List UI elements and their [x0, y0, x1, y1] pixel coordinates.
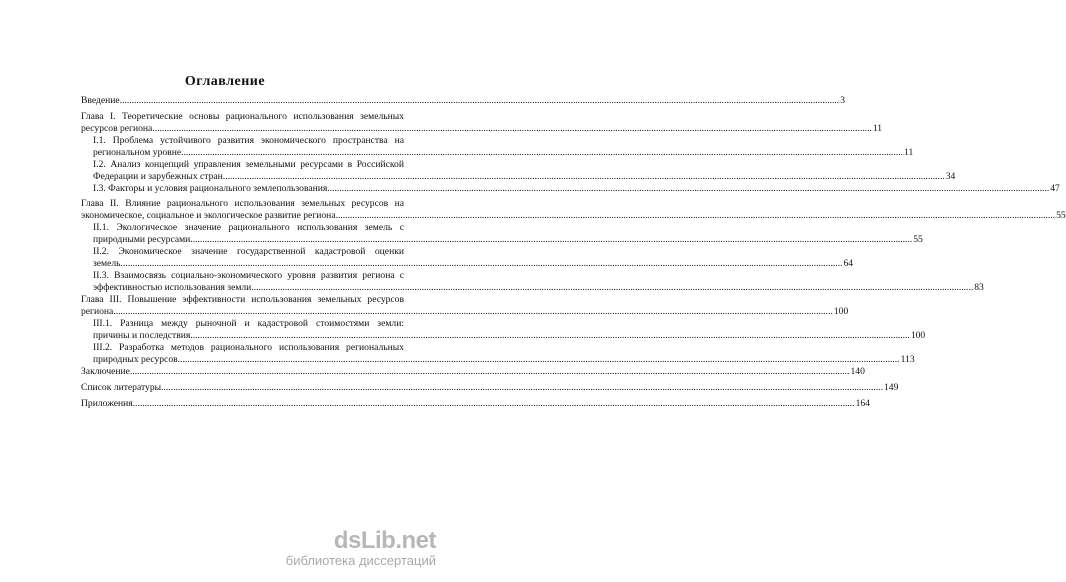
dot-leader: ............................................................................................................................................................................................................................................................................................................: [119, 95, 840, 106]
dot-leader: ............................................................................................................................................................................................................................................................................................................: [253, 282, 974, 293]
dot-leader: ............................................................................................................................................................................................................................................................................................................: [135, 398, 855, 409]
dot-leader: ............................................................................................................................................................................................................................................................................................................: [225, 171, 945, 182]
toc-entry-text: ресурсов региона: [81, 123, 153, 134]
toc-entry-text: II.3. Взаимосвязь социально-экономического уровня развития региона с: [93, 270, 404, 281]
watermark-logo: dsLib.net: [333, 527, 436, 554]
toc-page-number: 100: [910, 330, 926, 341]
toc-entry[interactable]: [93, 222, 923, 246]
toc-page-number: 149: [884, 382, 899, 393]
toc-entry[interactable]: [93, 183, 1060, 195]
dot-leader: ............................................................................................................................................................................................................................................................................................................: [113, 306, 833, 317]
toc-entry-text: III.2. Разработка методов рационального использования региональных: [93, 342, 404, 353]
toc-entry[interactable]: [93, 270, 984, 294]
toc-page-number: 64: [843, 258, 854, 269]
dot-leader: ............................................................................................................................................................................................................................................................................................................: [152, 123, 872, 134]
toc-entry[interactable]: [93, 159, 956, 183]
toc-entry-text: причины и последствия: [93, 330, 191, 341]
watermark: [286, 528, 436, 568]
toc-entry-text: Список литературы.: [81, 382, 164, 393]
toc-entry[interactable]: [81, 382, 899, 394]
toc-entry-text: региона: [81, 306, 114, 317]
dot-leader: ............................................................................................................................................................................................................................................................................................................: [183, 147, 904, 158]
dot-leader: ............................................................................................................................................................................................................................................................................................................: [122, 258, 843, 269]
toc-page-number: 34: [945, 171, 956, 182]
dot-leader: ............................................................................................................................................................................................................................................................................................................: [329, 183, 1050, 194]
toc-entry-text: Федерации и зарубежных стран.: [93, 171, 226, 182]
toc-entry[interactable]: [81, 294, 849, 318]
toc-page-number: 3: [840, 95, 845, 106]
toc-entry-text: Приложения.: [81, 398, 136, 409]
toc-title: Оглавление: [184, 74, 266, 89]
toc-entry-text: природных ресурсов.: [93, 354, 181, 365]
toc-entry-text: I.3. Факторы и условия рационального землепользования.: [93, 183, 330, 194]
toc-entry[interactable]: [93, 135, 914, 159]
toc-entry-text: экономическое, социальное и экологическое развитие региона: [81, 210, 336, 221]
dot-leader: ............................................................................................................................................................................................................................................................................................................: [190, 330, 910, 341]
toc-entry-text: I.1. Проблема устойчивого развития экономического пространства на: [93, 135, 404, 146]
toc-entry-text: Введение: [81, 95, 120, 106]
toc-page-number: 55: [913, 234, 923, 245]
toc-page-number: 11: [872, 123, 883, 134]
toc-entry[interactable]: [93, 318, 926, 342]
toc-page-number: 83: [974, 282, 984, 293]
toc-page-number: 140: [850, 366, 865, 377]
toc-entry-text: Заключение: [81, 366, 130, 377]
toc-page-number: 164: [855, 398, 870, 409]
toc-entry-text: Глава III. Повышение эффективности использования земельных ресурсов: [81, 294, 404, 305]
toc-entry-text: III.1. Разница между рыночной и кадастровой стоимостями земли:: [93, 318, 404, 329]
toc-entry[interactable]: [81, 111, 883, 135]
toc-entry-text: Глава I. Теоретические основы рационального использования земельных: [81, 111, 404, 122]
toc-entry-text: Глава II. Влияние рационального использования земельных ресурсов на: [81, 198, 404, 209]
toc-entry[interactable]: [93, 246, 854, 270]
toc-entry[interactable]: [81, 366, 865, 378]
toc-page-number: 55: [1056, 210, 1066, 221]
toc-entry[interactable]: [81, 198, 1066, 222]
toc-entry-text: II.1. Экологическое значение рационального использования земель с: [93, 222, 404, 233]
toc-page-number: 113: [900, 354, 915, 365]
toc-entry-text: земель.: [93, 258, 123, 269]
toc-entry[interactable]: [93, 342, 915, 366]
dot-leader: ............................................................................................................................................................................................................................................................................................................: [180, 354, 900, 365]
dot-leader: ............................................................................................................................................................................................................................................................................................................: [192, 234, 913, 245]
toc-entry[interactable]: [81, 398, 870, 410]
toc-entry-text: региональном уровне.: [93, 147, 184, 158]
dot-leader: ............................................................................................................................................................................................................................................................................................................: [129, 366, 850, 377]
toc-page-number: 11: [904, 147, 914, 158]
toc-entry-text: I.2. Анализ концепций управления земельными ресурсами в Российской: [93, 159, 404, 170]
dot-leader: ............................................................................................................................................................................................................................................................................................................: [335, 210, 1056, 221]
toc-entry-text: эффективностью использования земли.: [93, 282, 254, 293]
dot-leader: ............................................................................................................................................................................................................................................................................................................: [163, 382, 883, 393]
toc-page-number: 100: [833, 306, 849, 317]
toc-entry-text: II.2. Экономическое значение государственной кадастровой оценки: [93, 246, 404, 257]
toc-page-number: 47: [1050, 183, 1060, 194]
watermark-subtitle: библиотека диссертаций: [285, 553, 436, 568]
toc-entry-text: природными ресурсами.: [93, 234, 193, 245]
toc-entry[interactable]: [81, 95, 845, 107]
